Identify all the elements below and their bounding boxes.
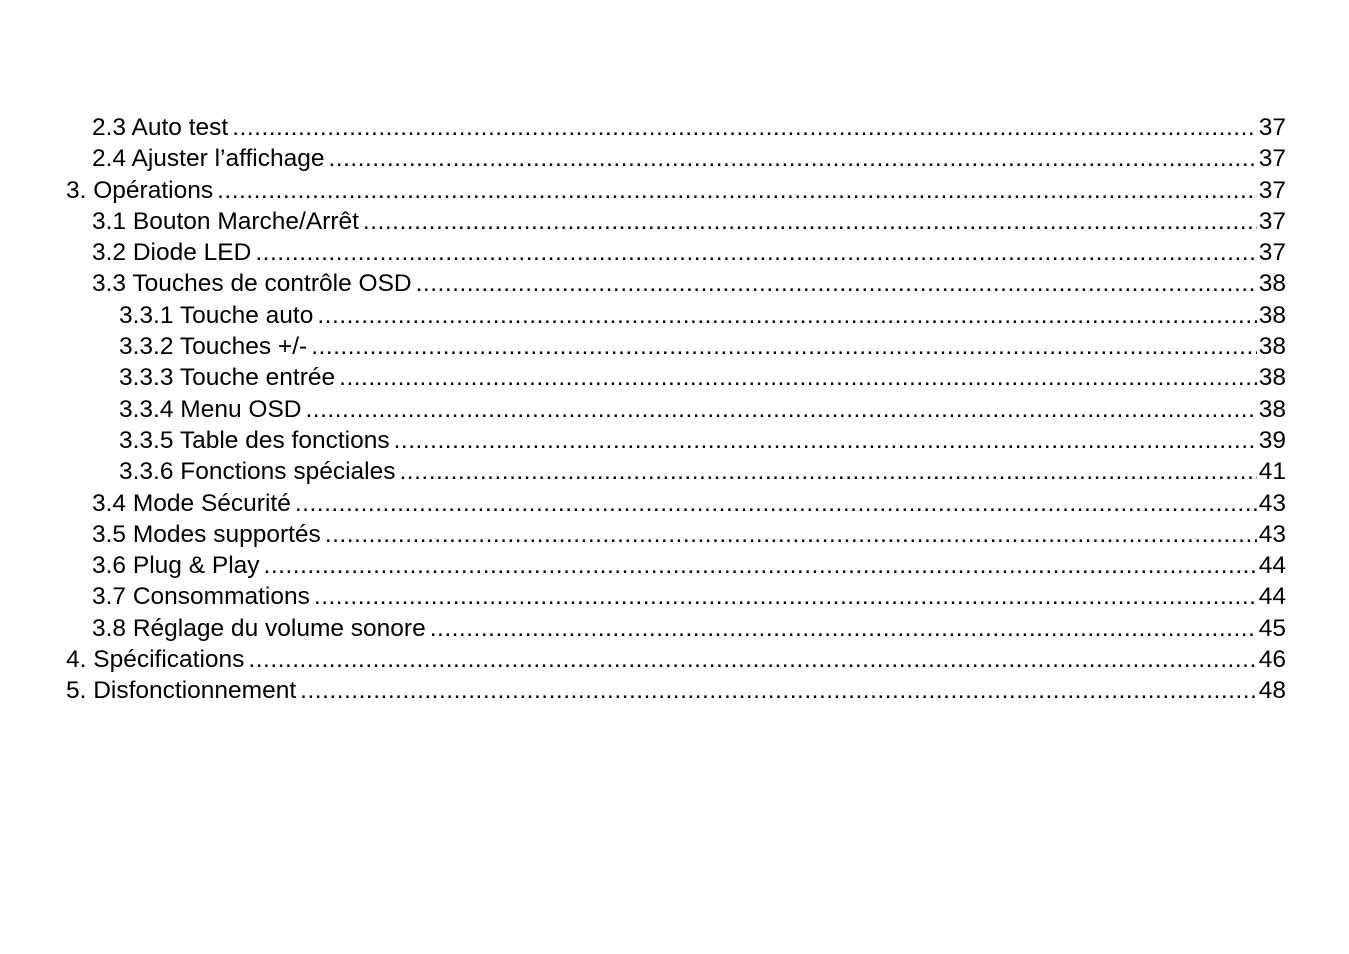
toc-entry-page: 43: [1258, 489, 1286, 517]
toc-dot-leader: [255, 237, 1256, 268]
toc-entry-title: 5. Disfonctionnement: [66, 677, 297, 705]
toc-entry-title: 3.6 Plug & Play: [92, 552, 260, 580]
toc-entry-title: 3.3.6 Fonctions spéciales: [119, 458, 396, 486]
toc-dot-leader: [305, 394, 1256, 425]
toc-entry-5[interactable]: [66, 675, 1286, 706]
toc-entry-3-1[interactable]: [66, 206, 1286, 237]
toc-entry-title: 3. Opérations: [66, 176, 214, 204]
toc-entry-title: 3.1 Bouton Marche/Arrêt: [92, 207, 359, 235]
toc-dot-leader: [217, 175, 1257, 206]
toc-dot-leader: [430, 613, 1257, 644]
toc-entry-page: 38: [1258, 364, 1286, 392]
toc-entry-title: 3.3.1 Touche auto: [119, 301, 314, 329]
toc-dot-leader: [314, 581, 1257, 612]
toc-entry-3-3-2[interactable]: [66, 331, 1286, 362]
toc-entry-page: 44: [1258, 552, 1286, 580]
toc-entry-page: 46: [1258, 646, 1286, 674]
toc-entry-title: 3.3.2 Touches +/-: [119, 333, 308, 361]
toc-entry-4[interactable]: [66, 644, 1286, 675]
toc-entry-page: 37: [1258, 114, 1286, 141]
toc-dot-leader: [399, 456, 1256, 487]
toc-entry-title: 3.3.3 Touche entrée: [119, 364, 336, 392]
toc-entry-3-3-4[interactable]: [66, 394, 1286, 425]
toc-entry-3-3[interactable]: [66, 268, 1286, 299]
toc-entry-page: 37: [1258, 145, 1286, 173]
toc-entry-3-6[interactable]: [66, 550, 1286, 581]
toc-entry-title: 3.2 Diode LED: [92, 239, 252, 267]
toc-dot-leader: [295, 488, 1257, 519]
toc-dot-leader: [317, 300, 1256, 331]
toc-entry-title: 2.3 Auto test: [92, 114, 229, 141]
toc-dot-leader: [328, 143, 1256, 174]
toc-entry-3-7[interactable]: [66, 581, 1286, 612]
toc-entry-3-3-3[interactable]: [66, 362, 1286, 393]
toc-entry-3-3-6[interactable]: [66, 456, 1286, 487]
toc-entry-page: 38: [1258, 270, 1286, 298]
toc-entry-3-3-5[interactable]: [66, 425, 1286, 456]
toc-entry-page: 37: [1258, 239, 1286, 267]
toc-entry-title: 3.4 Mode Sécurité: [92, 489, 291, 517]
toc-dot-leader: [339, 362, 1257, 393]
toc-entry-page: 48: [1258, 677, 1286, 705]
toc-entry-page: 38: [1258, 301, 1286, 329]
toc-entry-3-8[interactable]: [66, 613, 1286, 644]
toc-entry-title: 3.3.4 Menu OSD: [119, 395, 302, 423]
toc-entry-page: 44: [1258, 583, 1286, 611]
toc-entry-page: 37: [1258, 176, 1286, 204]
toc-entry-page: 38: [1258, 333, 1286, 361]
toc-entry-title: 2.4 Ajuster l’affichage: [92, 145, 325, 173]
toc-entry-title: 3.8 Réglage du volume sonore: [92, 614, 426, 642]
toc-entry-3[interactable]: [66, 175, 1286, 206]
toc-entry-2-3[interactable]: [66, 112, 1286, 143]
toc-entry-2-4[interactable]: [66, 143, 1286, 174]
table-of-contents: [66, 112, 1286, 707]
toc-entry-title: 3.5 Modes supportés: [92, 520, 321, 548]
toc-entry-page: 43: [1258, 520, 1286, 548]
toc-dot-leader: [363, 206, 1257, 237]
toc-entry-page: 45: [1258, 614, 1286, 642]
toc-entry-3-4[interactable]: [66, 488, 1286, 519]
toc-dot-leader: [264, 550, 1257, 581]
toc-entry-3-3-1[interactable]: [66, 300, 1286, 331]
toc-entry-3-5[interactable]: [66, 519, 1286, 550]
toc-entry-3-2[interactable]: [66, 237, 1286, 268]
toc-entry-page: 39: [1258, 426, 1286, 454]
toc-dot-leader: [325, 519, 1257, 550]
toc-entry-page: 37: [1258, 207, 1286, 235]
toc-entry-title: 3.7 Consommations: [92, 583, 310, 611]
toc-dot-leader: [300, 675, 1257, 706]
toc-dot-leader: [248, 644, 1256, 675]
toc-entry-title: 4. Spécifications: [66, 646, 245, 674]
toc-entry-page: 41: [1258, 458, 1286, 486]
toc-entry-page: 38: [1258, 395, 1286, 423]
toc-entry-title: 3.3.5 Table des fonctions: [119, 426, 390, 454]
toc-dot-leader: [232, 112, 1257, 143]
toc-dot-leader: [394, 425, 1257, 456]
toc-dot-leader: [416, 268, 1257, 299]
toc-dot-leader: [311, 331, 1257, 362]
toc-entry-title: 3.3 Touches de contrôle OSD: [92, 270, 412, 298]
